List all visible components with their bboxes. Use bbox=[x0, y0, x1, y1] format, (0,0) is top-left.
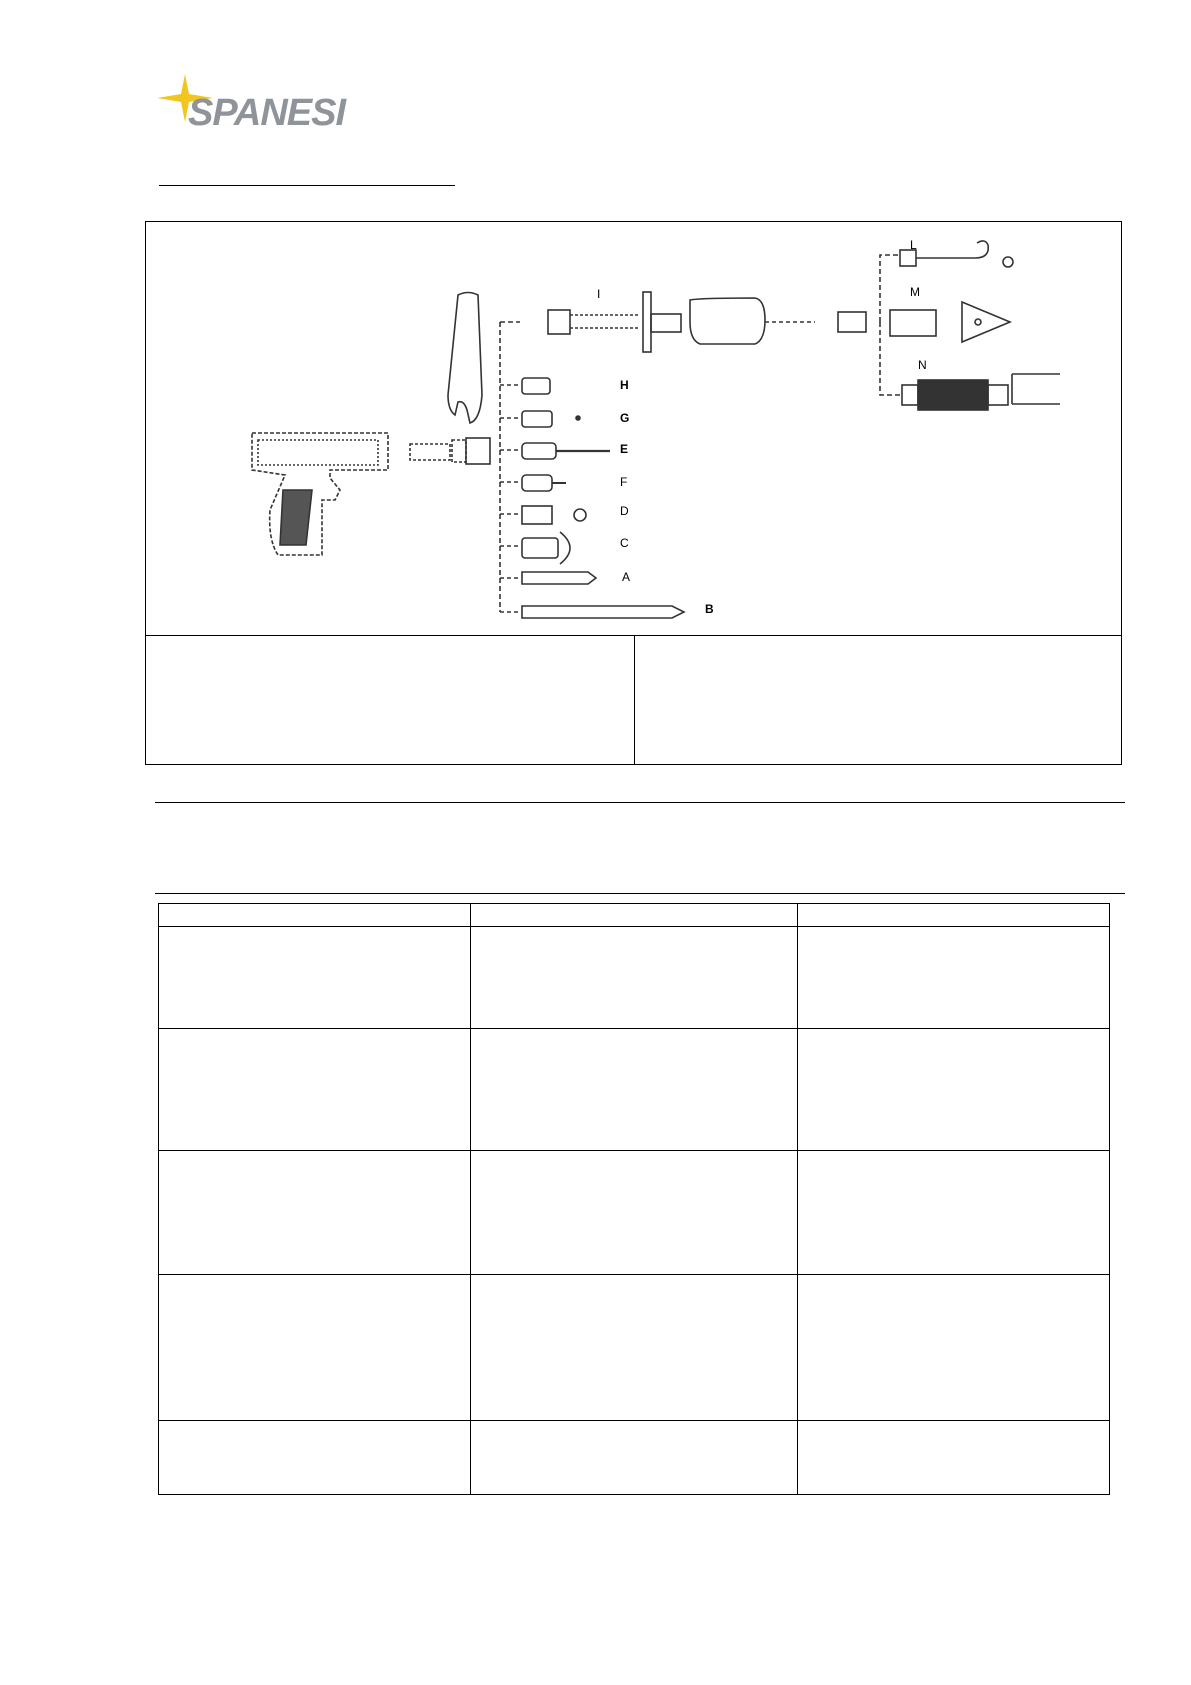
table-cell bbox=[159, 1275, 471, 1421]
table-row bbox=[159, 1421, 1110, 1495]
table-cell bbox=[798, 1275, 1110, 1421]
table-cell bbox=[159, 1151, 471, 1275]
table-cell bbox=[159, 1421, 471, 1495]
part-label-b: B bbox=[705, 602, 714, 616]
part-label-e: E bbox=[620, 442, 629, 456]
table-row bbox=[159, 1151, 1110, 1275]
table-cell bbox=[159, 927, 471, 1029]
table-cell bbox=[470, 1421, 798, 1495]
table-row bbox=[159, 927, 1110, 1029]
part-label-d: D bbox=[620, 504, 629, 518]
wrench bbox=[448, 293, 482, 424]
table-cell bbox=[470, 927, 798, 1029]
table-cell bbox=[798, 1151, 1110, 1275]
part-label-g: G bbox=[620, 411, 630, 425]
table-cell bbox=[470, 1029, 798, 1151]
table-cell bbox=[159, 904, 471, 927]
table-cell bbox=[798, 1421, 1110, 1495]
section-rule-bottom bbox=[155, 893, 1125, 894]
table-cell bbox=[798, 904, 1110, 927]
table-row bbox=[159, 1029, 1110, 1151]
logo-wordmark: SPANESI bbox=[188, 92, 346, 134]
table-cell bbox=[159, 1029, 471, 1151]
part-label-a: A bbox=[622, 570, 631, 584]
table-cell bbox=[798, 927, 1110, 1029]
table-cell bbox=[470, 1275, 798, 1421]
part-label-c: C bbox=[620, 536, 629, 550]
part-label-i: I bbox=[597, 287, 601, 301]
table-row bbox=[159, 904, 1110, 927]
part-label-f: F bbox=[620, 475, 628, 489]
slide-hammer bbox=[548, 292, 866, 352]
specification-table bbox=[158, 903, 1110, 1495]
part-label-n: N bbox=[918, 358, 927, 372]
spot-gun-body bbox=[252, 433, 490, 555]
table-cell bbox=[798, 1029, 1110, 1151]
part-label-h: H bbox=[620, 378, 629, 392]
table-row bbox=[159, 1275, 1110, 1421]
accessory-tips bbox=[500, 378, 684, 618]
table-cell bbox=[470, 904, 798, 927]
section-rule-top bbox=[155, 802, 1125, 803]
part-label-m: M bbox=[910, 285, 920, 299]
part-label-l: L bbox=[910, 238, 917, 252]
table-cell bbox=[470, 1151, 798, 1275]
